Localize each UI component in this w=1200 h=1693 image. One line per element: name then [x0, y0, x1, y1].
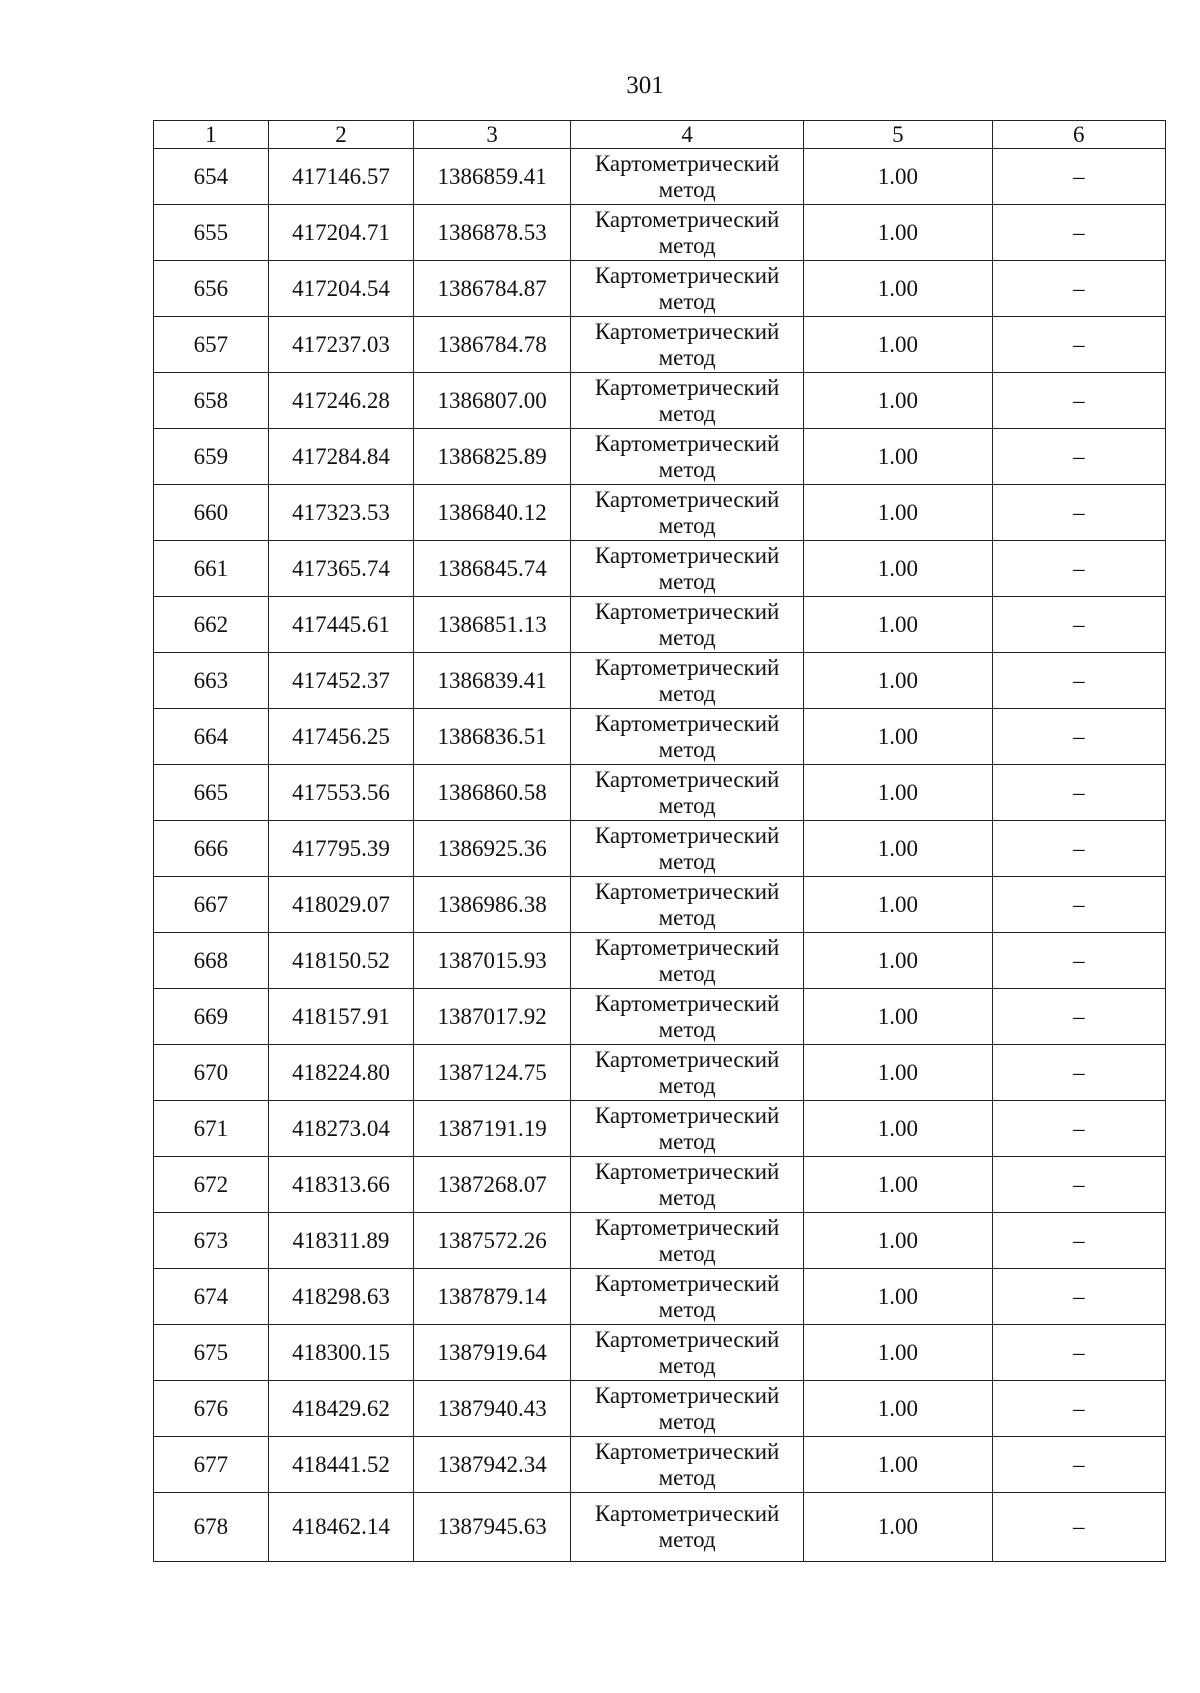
method-line-1: Картометрический: [594, 430, 780, 456]
method-line-1: Картометрический: [594, 1214, 780, 1240]
description-cell: –: [992, 597, 1165, 653]
table-row: [154, 485, 1166, 541]
x-coordinate-cell: 418441.52: [268, 1437, 413, 1493]
x-coordinate-cell: 417452.37: [268, 653, 413, 709]
description-cell: –: [992, 765, 1165, 821]
description-cell: –: [992, 541, 1165, 597]
y-coordinate-cell: 1386836.51: [414, 709, 571, 765]
point-number-cell: 673: [154, 1213, 269, 1269]
method-cell: [571, 373, 804, 429]
y-coordinate-cell: 1386839.41: [414, 653, 571, 709]
method-line-2: метод: [658, 1128, 716, 1154]
accuracy-cell: 1.00: [804, 1437, 993, 1493]
x-coordinate-cell: 418300.15: [268, 1325, 413, 1381]
method-cell: [571, 1213, 804, 1269]
method-line-2: метод: [658, 1527, 716, 1552]
method-line-2: метод: [658, 456, 716, 482]
method-line-2: метод: [658, 512, 716, 538]
method-cell: [571, 317, 804, 373]
column-header: 5: [804, 121, 993, 149]
point-number-cell: 655: [154, 205, 269, 261]
x-coordinate-cell: 417365.74: [268, 541, 413, 597]
accuracy-cell: 1.00: [804, 261, 993, 317]
description-cell: –: [992, 877, 1165, 933]
description-cell: –: [992, 1381, 1165, 1437]
method-cell: [571, 1437, 804, 1493]
method-line-1: Картометрический: [594, 1382, 780, 1408]
method-cell: [571, 1045, 804, 1101]
accuracy-cell: 1.00: [804, 317, 993, 373]
x-coordinate-cell: 417553.56: [268, 765, 413, 821]
column-header: 3: [414, 121, 571, 149]
x-coordinate-cell: 418313.66: [268, 1157, 413, 1213]
method-line-1: Картометрический: [594, 318, 780, 344]
table-row: [154, 1269, 1166, 1325]
method-line-2: метод: [658, 232, 716, 258]
method-line-1: Картометрический: [594, 1102, 780, 1128]
y-coordinate-cell: 1387940.43: [414, 1381, 571, 1437]
y-coordinate-cell: 1387942.34: [414, 1437, 571, 1493]
method-cell: [571, 653, 804, 709]
x-coordinate-cell: 418224.80: [268, 1045, 413, 1101]
x-coordinate-cell: 418462.14: [268, 1493, 413, 1562]
method-cell: [571, 205, 804, 261]
method-line-2: метод: [658, 624, 716, 650]
table-row: [154, 933, 1166, 989]
method-cell: [571, 541, 804, 597]
table-row: [154, 1437, 1166, 1493]
y-coordinate-cell: 1386784.87: [414, 261, 571, 317]
x-coordinate-cell: 417146.57: [268, 149, 413, 205]
accuracy-cell: 1.00: [804, 765, 993, 821]
description-cell: –: [992, 709, 1165, 765]
point-number-cell: 665: [154, 765, 269, 821]
accuracy-cell: 1.00: [804, 205, 993, 261]
x-coordinate-cell: 417456.25: [268, 709, 413, 765]
method-line-1: Картометрический: [594, 1046, 780, 1072]
description-cell: –: [992, 933, 1165, 989]
point-number-cell: 668: [154, 933, 269, 989]
method-cell: [571, 1493, 804, 1562]
method-cell: [571, 1269, 804, 1325]
table-row: [154, 541, 1166, 597]
method-line-1: Картометрический: [594, 766, 780, 792]
accuracy-cell: 1.00: [804, 597, 993, 653]
y-coordinate-cell: 1387124.75: [414, 1045, 571, 1101]
description-cell: –: [992, 653, 1165, 709]
method-cell: [571, 261, 804, 317]
method-cell: [571, 149, 804, 205]
description-cell: –: [992, 373, 1165, 429]
method-line-1: Картометрический: [594, 374, 780, 400]
point-number-cell: 662: [154, 597, 269, 653]
y-coordinate-cell: 1386860.58: [414, 765, 571, 821]
accuracy-cell: 1.00: [804, 1045, 993, 1101]
x-coordinate-cell: 417795.39: [268, 821, 413, 877]
method-line-1: Картометрический: [594, 990, 780, 1016]
table-row: [154, 709, 1166, 765]
y-coordinate-cell: 1387191.19: [414, 1101, 571, 1157]
x-coordinate-cell: 418150.52: [268, 933, 413, 989]
method-line-2: метод: [658, 1408, 716, 1434]
x-coordinate-cell: 417237.03: [268, 317, 413, 373]
point-number-cell: 657: [154, 317, 269, 373]
method-line-1: Картометрический: [594, 1501, 780, 1526]
x-coordinate-cell: 418311.89: [268, 1213, 413, 1269]
accuracy-cell: 1.00: [804, 1325, 993, 1381]
method-line-2: метод: [658, 1464, 716, 1490]
method-line-1: Картометрический: [594, 710, 780, 736]
y-coordinate-cell: 1386859.41: [414, 149, 571, 205]
table-body: [154, 149, 1166, 1562]
point-number-cell: 667: [154, 877, 269, 933]
table-row: [154, 1157, 1166, 1213]
table-row: [154, 1101, 1166, 1157]
x-coordinate-cell: 418029.07: [268, 877, 413, 933]
method-cell: [571, 597, 804, 653]
accuracy-cell: 1.00: [804, 1157, 993, 1213]
method-cell: [571, 933, 804, 989]
method-line-2: метод: [658, 176, 716, 202]
description-cell: –: [992, 205, 1165, 261]
y-coordinate-cell: 1386840.12: [414, 485, 571, 541]
accuracy-cell: 1.00: [804, 1213, 993, 1269]
point-number-cell: 676: [154, 1381, 269, 1437]
table-row: [154, 653, 1166, 709]
y-coordinate-cell: 1387017.92: [414, 989, 571, 1045]
method-line-1: Картометрический: [594, 1158, 780, 1184]
description-cell: –: [992, 485, 1165, 541]
point-number-cell: 664: [154, 709, 269, 765]
description-cell: –: [992, 1437, 1165, 1493]
point-number-cell: 678: [154, 1493, 269, 1562]
method-line-2: метод: [658, 848, 716, 874]
method-line-1: Картометрический: [594, 934, 780, 960]
method-cell: [571, 429, 804, 485]
accuracy-cell: 1.00: [804, 1101, 993, 1157]
method-line-1: Картометрический: [594, 878, 780, 904]
accuracy-cell: 1.00: [804, 373, 993, 429]
table-row: [154, 1325, 1166, 1381]
accuracy-cell: 1.00: [804, 1493, 993, 1562]
description-cell: –: [992, 1045, 1165, 1101]
accuracy-cell: 1.00: [804, 709, 993, 765]
table-row: [154, 1381, 1166, 1437]
column-header: 4: [571, 121, 804, 149]
method-line-2: метод: [658, 1072, 716, 1098]
method-cell: [571, 709, 804, 765]
accuracy-cell: 1.00: [804, 653, 993, 709]
method-line-2: метод: [658, 288, 716, 314]
accuracy-cell: 1.00: [804, 541, 993, 597]
x-coordinate-cell: 417284.84: [268, 429, 413, 485]
point-number-cell: 669: [154, 989, 269, 1045]
method-line-2: метод: [658, 680, 716, 706]
point-number-cell: 661: [154, 541, 269, 597]
coordinates-table: [153, 120, 1166, 1562]
method-line-1: Картометрический: [594, 654, 780, 680]
y-coordinate-cell: 1386878.53: [414, 205, 571, 261]
table-row: [154, 1213, 1166, 1269]
method-line-2: метод: [658, 1184, 716, 1210]
table-row: [154, 821, 1166, 877]
method-line-2: метод: [658, 568, 716, 594]
point-number-cell: 671: [154, 1101, 269, 1157]
y-coordinate-cell: 1386825.89: [414, 429, 571, 485]
method-line-2: метод: [658, 344, 716, 370]
table-row: [154, 1493, 1166, 1562]
y-coordinate-cell: 1387015.93: [414, 933, 571, 989]
table-row: [154, 261, 1166, 317]
y-coordinate-cell: 1386845.74: [414, 541, 571, 597]
method-line-2: метод: [658, 960, 716, 986]
method-cell: [571, 877, 804, 933]
point-number-cell: 675: [154, 1325, 269, 1381]
y-coordinate-cell: 1386784.78: [414, 317, 571, 373]
table-row: [154, 597, 1166, 653]
column-header: 1: [154, 121, 269, 149]
description-cell: –: [992, 1325, 1165, 1381]
accuracy-cell: 1.00: [804, 1381, 993, 1437]
x-coordinate-cell: 417445.61: [268, 597, 413, 653]
table-row: [154, 373, 1166, 429]
y-coordinate-cell: 1387879.14: [414, 1269, 571, 1325]
x-coordinate-cell: 418273.04: [268, 1101, 413, 1157]
point-number-cell: 658: [154, 373, 269, 429]
x-coordinate-cell: 418429.62: [268, 1381, 413, 1437]
point-number-cell: 654: [154, 149, 269, 205]
method-line-2: метод: [658, 736, 716, 762]
table-row: [154, 765, 1166, 821]
method-cell: [571, 1157, 804, 1213]
description-cell: –: [992, 821, 1165, 877]
method-cell: [571, 1101, 804, 1157]
method-line-2: метод: [658, 1016, 716, 1042]
description-cell: –: [992, 1101, 1165, 1157]
method-line-1: Картометрический: [594, 150, 780, 176]
accuracy-cell: 1.00: [804, 821, 993, 877]
method-line-1: Картометрический: [594, 598, 780, 624]
method-line-1: Картометрический: [594, 1438, 780, 1464]
description-cell: –: [992, 429, 1165, 485]
description-cell: –: [992, 1157, 1165, 1213]
method-line-1: Картометрический: [594, 206, 780, 232]
method-cell: [571, 821, 804, 877]
table-row: [154, 877, 1166, 933]
accuracy-cell: 1.00: [804, 485, 993, 541]
method-cell: [571, 485, 804, 541]
accuracy-cell: 1.00: [804, 877, 993, 933]
point-number-cell: 663: [154, 653, 269, 709]
description-cell: –: [992, 317, 1165, 373]
table-row: [154, 1045, 1166, 1101]
x-coordinate-cell: 417246.28: [268, 373, 413, 429]
accuracy-cell: 1.00: [804, 989, 993, 1045]
point-number-cell: 674: [154, 1269, 269, 1325]
table-header-row: [154, 121, 1166, 149]
accuracy-cell: 1.00: [804, 933, 993, 989]
x-coordinate-cell: 418298.63: [268, 1269, 413, 1325]
column-header: 6: [992, 121, 1165, 149]
method-line-1: Картометрический: [594, 486, 780, 512]
accuracy-cell: 1.00: [804, 1269, 993, 1325]
method-line-1: Картометрический: [594, 822, 780, 848]
description-cell: –: [992, 989, 1165, 1045]
point-number-cell: 666: [154, 821, 269, 877]
point-number-cell: 659: [154, 429, 269, 485]
method-cell: [571, 989, 804, 1045]
method-line-2: метод: [658, 1296, 716, 1322]
y-coordinate-cell: 1386807.00: [414, 373, 571, 429]
method-line-2: метод: [658, 1240, 716, 1266]
description-cell: –: [992, 1213, 1165, 1269]
table-row: [154, 317, 1166, 373]
table-row: [154, 205, 1166, 261]
point-number-cell: 656: [154, 261, 269, 317]
method-line-1: Картометрический: [594, 1326, 780, 1352]
table-row: [154, 149, 1166, 205]
method-line-2: метод: [658, 400, 716, 426]
x-coordinate-cell: 417204.71: [268, 205, 413, 261]
x-coordinate-cell: 417204.54: [268, 261, 413, 317]
method-line-2: метод: [658, 904, 716, 930]
point-number-cell: 677: [154, 1437, 269, 1493]
x-coordinate-cell: 417323.53: [268, 485, 413, 541]
accuracy-cell: 1.00: [804, 149, 993, 205]
table-row: [154, 989, 1166, 1045]
method-line-2: метод: [658, 1352, 716, 1378]
y-coordinate-cell: 1386851.13: [414, 597, 571, 653]
y-coordinate-cell: 1387919.64: [414, 1325, 571, 1381]
accuracy-cell: 1.00: [804, 429, 993, 485]
method-line-1: Картометрический: [594, 542, 780, 568]
page-number: 301: [626, 72, 664, 99]
column-header: 2: [268, 121, 413, 149]
method-cell: [571, 765, 804, 821]
point-number-cell: 670: [154, 1045, 269, 1101]
description-cell: –: [992, 1493, 1165, 1562]
y-coordinate-cell: 1386986.38: [414, 877, 571, 933]
y-coordinate-cell: 1386925.36: [414, 821, 571, 877]
description-cell: –: [992, 1269, 1165, 1325]
method-cell: [571, 1381, 804, 1437]
y-coordinate-cell: 1387268.07: [414, 1157, 571, 1213]
description-cell: –: [992, 261, 1165, 317]
y-coordinate-cell: 1387945.63: [414, 1493, 571, 1562]
table-row: [154, 429, 1166, 485]
method-cell: [571, 1325, 804, 1381]
y-coordinate-cell: 1387572.26: [414, 1213, 571, 1269]
description-cell: –: [992, 149, 1165, 205]
method-line-1: Картометрический: [594, 1270, 780, 1296]
point-number-cell: 660: [154, 485, 269, 541]
point-number-cell: 672: [154, 1157, 269, 1213]
method-line-2: метод: [658, 792, 716, 818]
x-coordinate-cell: 418157.91: [268, 989, 413, 1045]
method-line-1: Картометрический: [594, 262, 780, 288]
